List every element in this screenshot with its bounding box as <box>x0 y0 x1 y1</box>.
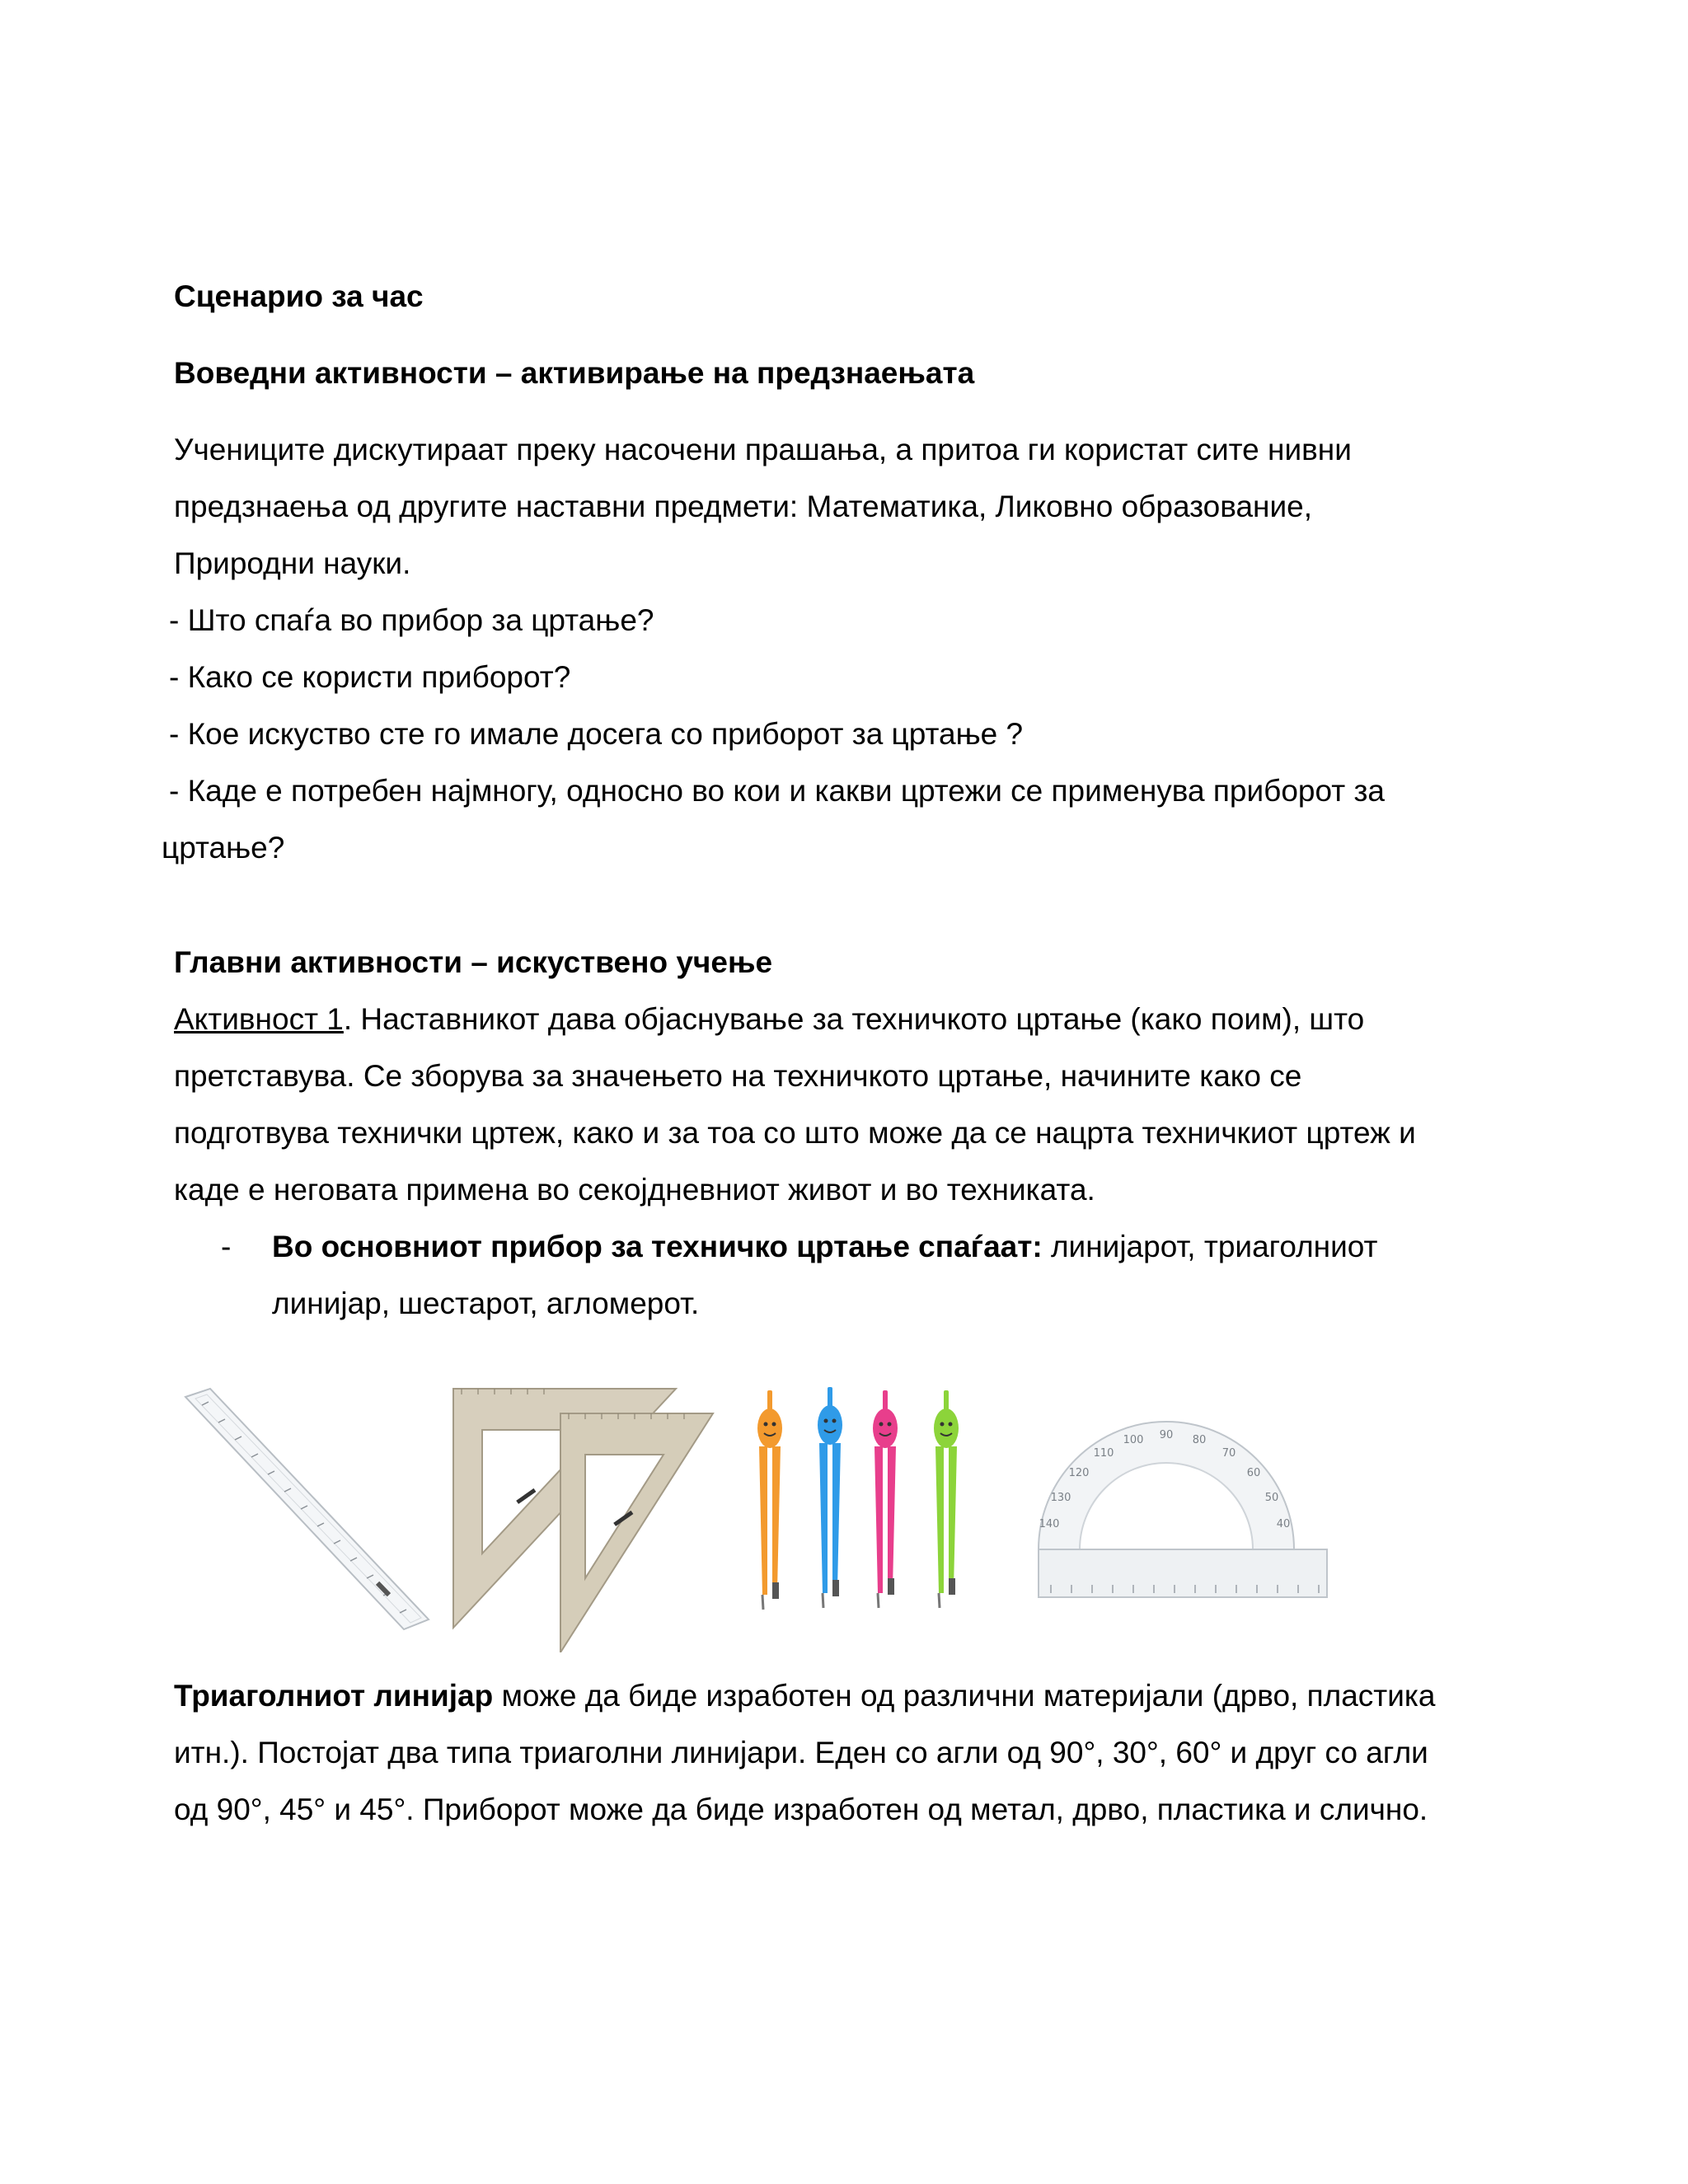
main-heading <box>174 934 1550 991</box>
triangle-paragraph <box>174 1667 1550 1838</box>
triangle-bold-text: Триаголниот линијар <box>174 1679 494 1713</box>
question-item <box>169 705 1545 762</box>
activity-line: претставува. Се зборува за значењето на техничкото цртање, начините како се <box>174 1059 1302 1093</box>
intro-line: предзнаења од другите наставни предмети: Математика, Ликовно образование, <box>174 490 1313 523</box>
protractor-label: 90 <box>1159 1429 1174 1441</box>
question-text: цртање? <box>162 831 285 865</box>
main-heading-text: Главни активности – искуствено учење <box>174 945 773 979</box>
triangle-line: итн.). Постојат два типа триаголни линијари. Еден со агли од 90°, 30°, 60° и друг со агли <box>174 1736 1428 1769</box>
intro-paragraph <box>174 421 1550 592</box>
bullet-item <box>272 1218 1550 1332</box>
question-text: - Што спаѓа во прибор за цртање? <box>169 603 654 637</box>
compass-green <box>934 1390 959 1608</box>
question-text: - Каде е потребен најмногу, односно во кои и какви цртежи се применува приборот за <box>169 774 1386 808</box>
question-item <box>169 592 1545 649</box>
question-item <box>169 762 1550 819</box>
protractor-icon <box>1039 1422 1327 1597</box>
intro-heading-text: Воведни активности – активирање на предзнаењата <box>174 356 975 390</box>
activity-line: подготвува технички цртеж, како и за тоа со што може да се нацрта техничкиот цртеж и <box>174 1116 1416 1150</box>
bullet-bold-text: Во основниот прибор за техничко цртање спаѓаат: <box>272 1230 1043 1263</box>
question-text: - Како се користи приборот? <box>169 660 571 694</box>
protractor-label: 50 <box>1264 1492 1279 1504</box>
question-item-continued <box>162 819 1538 876</box>
compasses-icon <box>757 1387 959 1610</box>
bullet-rest-text: линијарот, триаголниот <box>1042 1230 1378 1263</box>
question-item <box>169 649 1545 705</box>
page-title <box>174 268 1550 325</box>
protractor-label: 60 <box>1246 1467 1261 1479</box>
triangle-line: од 90°, 45° и 45°. Приборот може да биде изработен од метал, дрво, пластика и слично. <box>174 1793 1428 1826</box>
compass-blue <box>818 1387 842 1608</box>
activity-line-text: . Наставникот дава објаснување за техничкото цртање (како поим), што <box>343 1002 1365 1036</box>
intro-line: Природни науки. <box>174 546 411 580</box>
ruler-icon <box>185 1389 429 1629</box>
activity-line: каде е неговата примена во секојдневниот живот и во техниката. <box>174 1173 1095 1207</box>
compass-orange <box>757 1390 782 1610</box>
activity-line <box>174 991 1550 1047</box>
protractor-label: 120 <box>1068 1467 1090 1479</box>
activity-label: Активност 1 <box>174 1002 344 1036</box>
protractor-label: 40 <box>1276 1518 1291 1530</box>
protractor-label: 130 <box>1050 1492 1071 1504</box>
question-text: - Кое искуство сте го имале досега со приборот за цртање ? <box>169 717 1024 751</box>
protractor-label: 140 <box>1039 1518 1060 1530</box>
title-text: Сценарио за час <box>174 279 424 313</box>
set-squares-icon <box>453 1389 713 1652</box>
intro-heading <box>174 344 1550 401</box>
intro-line: Учениците дискутираат преку насочени прашања, а притоа ги користат сите нивни <box>174 433 1352 466</box>
activity-paragraph <box>174 991 1550 1218</box>
protractor-label: 100 <box>1123 1434 1144 1446</box>
protractor-label: 110 <box>1093 1447 1114 1460</box>
bullet-dash: - <box>221 1230 232 1263</box>
drawing-instruments-image <box>177 1380 1348 1652</box>
bullet-line <box>272 1218 1550 1275</box>
protractor-label: 70 <box>1221 1447 1236 1460</box>
triangle-line <box>174 1667 1550 1724</box>
triangle-line-text: може да биде изработен од различни материјали (дрво, пластика <box>493 1679 1436 1713</box>
protractor-label: 80 <box>1192 1434 1207 1446</box>
compass-pink <box>873 1390 898 1608</box>
bullet-line: линијар, шестарот, агломерот. <box>272 1286 700 1320</box>
instruments-svg <box>177 1380 1348 1652</box>
